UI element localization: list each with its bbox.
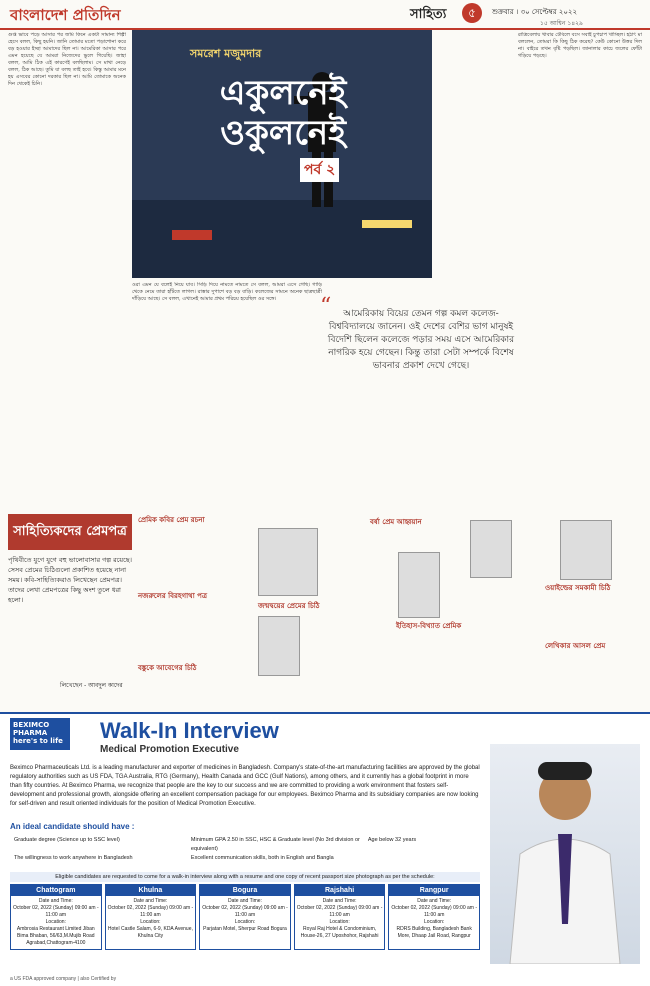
city-name: Rangpur — [389, 885, 479, 896]
portrait-image — [470, 520, 512, 578]
requirement-item: Age below 32 years — [367, 837, 417, 843]
location-card — [105, 884, 197, 950]
serial-illustration — [132, 30, 432, 278]
company-tagline: here's to life — [13, 737, 63, 745]
subhead: ইতিহাস-বিখ্যাত প্রেমিক — [396, 621, 462, 630]
requirement-item: Excellent communication skills, both in English and Bangla — [190, 855, 334, 861]
subhead: জন্মদ্বয়ের প্রেমের চিঠি — [258, 601, 320, 610]
hero-figure-image — [132, 30, 432, 278]
article-column-middle — [132, 282, 322, 508]
location-address: Hotel Castle Salam, 6-9, KDA Avenue, Khulna City — [107, 926, 193, 939]
location-label: Location: — [424, 919, 445, 925]
subhead: ওয়াইল্ডের সমকামী চিঠি — [545, 583, 611, 592]
portrait-image — [258, 528, 318, 596]
feature-banner: সাহিত্যিকদের প্রেমপত্র — [8, 514, 132, 550]
subhead: প্রেমিক কবির প্রেম রচনা — [138, 515, 205, 524]
article-text: রাত্রিবেলায় খাবার টেবিলে বসে সবাই চুপচাপ খাচ্ছিল। হঠাৎ মা বললেন, তোমরা কি কিছু ঠিক করেছ? কেউ কোনো উত্তর দিল না। বাইরে তখন বৃষ্টি পড়ছিল। জানালার কাচে জলের ফোঁটা গড়িয়ে পড়ছে। — [518, 32, 642, 59]
location-address: Royal Raj Hotel & Condominium, House-26, 27 Uposhohor, Rajshahi — [300, 926, 379, 939]
publication-date: শুক্রবার । ৩০ সেপ্টেম্বর ২০২২ — [492, 8, 577, 16]
subhead: বর্ষা প্রেম আহ্বয়ান — [370, 517, 422, 526]
page-number-badge: ৫ — [462, 3, 482, 23]
newspaper-logo[interactable]: বাংলাদেশ প্রতিদিন — [10, 6, 121, 24]
location-card — [294, 884, 386, 950]
section-title: সাহিত্য — [410, 7, 447, 22]
person-image — [490, 744, 640, 964]
date-time: October 02, 2022 (Sunday) 09:00 am - 11:00 am — [13, 905, 99, 918]
eligible-note: Eligible candidates are requested to come for a walk-in interview along with a resume and one copy of recent passport size photograph as per the schedule: — [10, 872, 480, 882]
article-column-left — [8, 32, 126, 502]
requirements-list — [14, 836, 474, 863]
serial-part: পর্ব ২ — [300, 158, 339, 182]
location-card — [199, 884, 291, 950]
company-logo — [10, 718, 70, 750]
requirement-item: Graduate degree (Science up to SSC level) — [14, 837, 120, 843]
ideal-candidate-heading: An ideal candidate should have : — [10, 822, 135, 831]
interview-locations — [10, 884, 480, 950]
subhead: লেখিকার আসল প্রেম — [545, 641, 606, 650]
city-name: Bogura — [200, 885, 290, 896]
publication-date-bengali: ১৫ আশ্বিন ১৪২৯ — [540, 20, 583, 27]
location-address: Parjatan Motel, Sherpur Road Bogura — [203, 926, 287, 932]
portrait-image — [560, 520, 612, 580]
quote-mark-icon: “ — [320, 294, 332, 319]
date-label: Date and Time: — [38, 898, 73, 904]
job-advertisement — [0, 712, 650, 986]
date-label: Date and Time: — [228, 898, 262, 904]
portrait-image — [258, 616, 300, 676]
date-time: October 02, 2022 (Sunday) 09:00 am - 11:00 am — [202, 905, 288, 918]
ad-body: Beximco Pharmaceuticals Ltd. is a leading manufacturer and exporter of medicines in Bangladesh. Company's state-of-the-art manufacturing facilities are approved by the global regulatory authorities such as US FDA, TGA Australia, RTG (Germany), Health Canada and GCC (Gulf Nations), among others, and it currently has a global footprint in more than fifty countries. At Beximco Pharma, we recognize that people are the key to our success and we are committed to providing a work environment that fosters self-development and professional growth, alongside offering an excellent compensation package for our employees. Beximco Pharma and its subsidiary companies are now looking for self-driven and result oriented individuals for the position of Medical Promotion Executive. — [10, 765, 480, 807]
article-column-right — [518, 32, 642, 508]
requirement-item: Minimum GPA 2.50 in SSC, HSC & Graduate level (No 3rd division or equivalent) — [190, 837, 360, 852]
ad-footer: a US FDA approved company | also Certified by — [10, 976, 117, 982]
location-label: Location: — [234, 919, 256, 925]
date-time: October 02, 2022 (Sunday) 09:00 am - 11:00 am — [391, 905, 477, 918]
city-name: Khulna — [106, 885, 196, 896]
pull-quote-text: আমেরিকায় বিয়ের তেমন গল্প কমল কলেজ-বিশ্ববিদ্যালয়ে জানেন। ওই দেশের বেশির ভাগ মানুষই বিদেশি ছিলেন কলেজে পড়ার সময় এসে আমেরিকার নাগরিক হয়ে গেছেন। কিন্তু তারা সেটা সম্পর্কে বিশেষ ভাবনার প্রকাশ দেখে গেছে। — [327, 309, 515, 371]
city-name: Rajshahi — [295, 885, 385, 896]
feature-intro: পৃথিবীতে যুগে যুগে বহু ভালোবাসার গল্প রয়েছে। সেসব প্রেমের চিঠিগুলো প্রকাশিত হয়েছে নানা সময়। কবি-সাহিত্যিকরাও লিখেছেন প্রেমপত্র। তাদের লেখা প্রেমপত্রের কিছু অংশ তুলে ধরা হলো। — [8, 556, 132, 604]
article-text: গুপ্ত ভাবে পড়ে আসার পর জমি কিনে একটা সামান্য শিল্পী হেসে বলল, কিছু হয়নি। জানি তোমার মতো পড়াশোনা করে বড় হওয়ার ইচ্ছা আমাদের ছিল না। আমেরিকা আসার পরে এমন হয়েছে যে আমরা নিজেদের ভুলে গিয়েছি। জাহা বলল, আমি ঠিক এই কারণেই বলছিলাম। সে মাথা নেড়ে বলল, ঠিক আছে। তুমি যা বলছ তাই হবে। কিন্তু আমার মনে হয় এসবের কোনো দরকার ছিল না। আমি তোমাকে অনেক দিন থেকেই চিনি। — [8, 32, 126, 87]
location-label: Location: — [45, 919, 66, 925]
location-label: Location: — [140, 919, 161, 925]
date-label: Date and Time: — [322, 898, 357, 904]
serial-author: সমরেশ মজুমদার — [190, 47, 262, 60]
pull-quote — [320, 294, 516, 428]
masthead — [0, 0, 650, 30]
city-name: Chattogram — [11, 885, 101, 896]
feature-author: লিখেছেন - আবদুল কাদের — [60, 682, 123, 689]
location-card — [10, 884, 102, 950]
date-label: Date and Time: — [133, 898, 168, 904]
date-label: Date and Time: — [417, 898, 452, 904]
requirement-item: The willingness to work anywhere in Bangladesh — [14, 855, 133, 861]
date-time: October 02, 2022 (Sunday) 09:00 am - 11:00 am — [107, 905, 194, 918]
date-time: October 02, 2022 (Sunday) 09:00 am - 11:00 am — [296, 905, 383, 918]
subhead: নজরুলের বিরহগাথা পত্র — [138, 591, 208, 600]
location-address: RDRS Building, Bangladesh Bank More, Dhaap Jail Road, Rangpur — [396, 926, 472, 939]
article-text: ওরা এমন যে বলেই নিয়ে যাব। সিঁড়ি দিয়ে নামতে নামতে সে বলল, আমরা এসে গেছি। গাড়ি থেকে নেমে তারা হাঁটতে লাগল। রাস্তার দুপাশে বড় বড় বাড়ি। কলেজের সামনে অনেক ছাত্রছাত্রী দাঁড়িয়ে আছে। সে বলল, এখানেই আমার প্রথম পরিচয় হয়েছিল ওর সঙ্গে। — [132, 282, 322, 302]
location-address: Ambrosia Restaurant Limited Jiban Bima Bhaban, 56/63,M.Mujib Road Agrabad,Chattogram-4100 — [16, 926, 95, 946]
location-label: Location: — [329, 919, 350, 925]
ad-title: Walk-In Interview — [100, 718, 279, 743]
serial-title: একুলনেই ওকুলনেই — [219, 73, 347, 153]
location-card — [388, 884, 480, 950]
portrait-image — [398, 552, 440, 618]
ad-photo-man — [490, 744, 640, 964]
ad-subtitle: Medical Promotion Executive — [100, 744, 239, 755]
company-name: BEXIMCO PHARMA — [13, 721, 50, 737]
subhead: বঙ্কুকে আবেগের চিঠি — [138, 663, 197, 672]
